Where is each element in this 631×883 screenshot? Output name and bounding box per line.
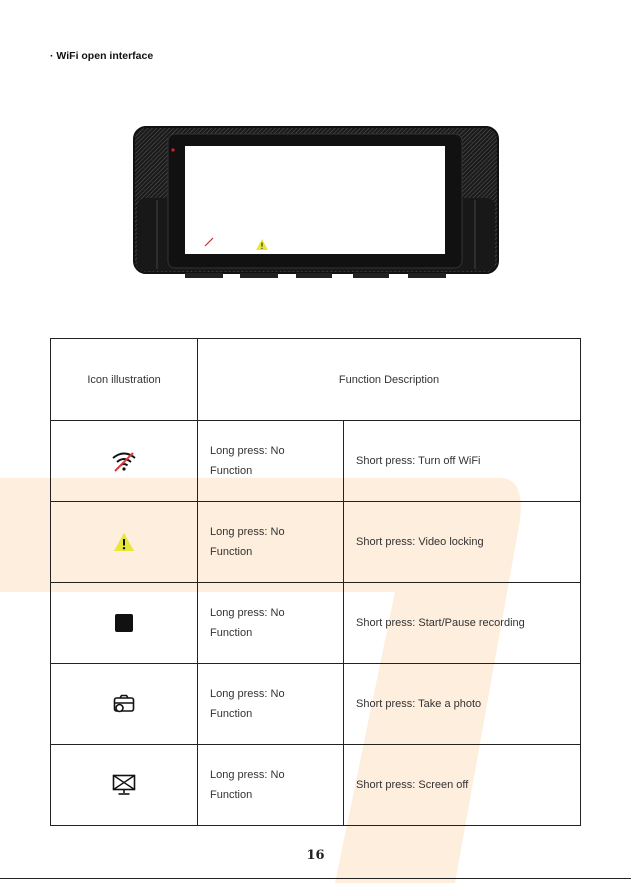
long-press-text: Long press: No Function xyxy=(210,607,285,639)
long-press-text: Long press: No Function xyxy=(210,688,285,720)
wifi-off-icon xyxy=(111,449,137,473)
header-icon-illustration: Icon illustration xyxy=(51,339,198,421)
short-press-text: Short press: Screen off xyxy=(344,745,581,826)
record-square-icon xyxy=(114,613,134,633)
header-function-description: Function Description xyxy=(198,339,581,421)
long-press-text: Long press: No Function xyxy=(210,445,285,477)
table-header-row xyxy=(51,339,581,421)
section-heading: · WiFi open interface xyxy=(50,50,154,62)
table-row xyxy=(51,502,581,583)
short-press-text: Short press: Video locking xyxy=(344,502,581,583)
short-press-text: Short press: Start/Pause recording xyxy=(344,583,581,664)
camera-icon xyxy=(113,694,135,714)
table-row xyxy=(51,421,581,502)
footer-divider xyxy=(0,878,631,879)
long-press-text: Long press: No Function xyxy=(210,526,285,558)
table-row xyxy=(51,583,581,664)
page-number: 16 xyxy=(306,848,325,863)
dashcam-device-illustration xyxy=(133,126,499,282)
short-press-text: Short press: Turn off WiFi xyxy=(344,421,581,502)
screen-off-icon xyxy=(112,774,136,796)
table-row xyxy=(51,745,581,826)
warning-icon xyxy=(113,532,135,552)
long-press-text: Long press: No Function xyxy=(210,769,285,801)
table-row xyxy=(51,664,581,745)
icon-function-table xyxy=(50,338,581,826)
short-press-text: Short press: Take a photo xyxy=(344,664,581,745)
